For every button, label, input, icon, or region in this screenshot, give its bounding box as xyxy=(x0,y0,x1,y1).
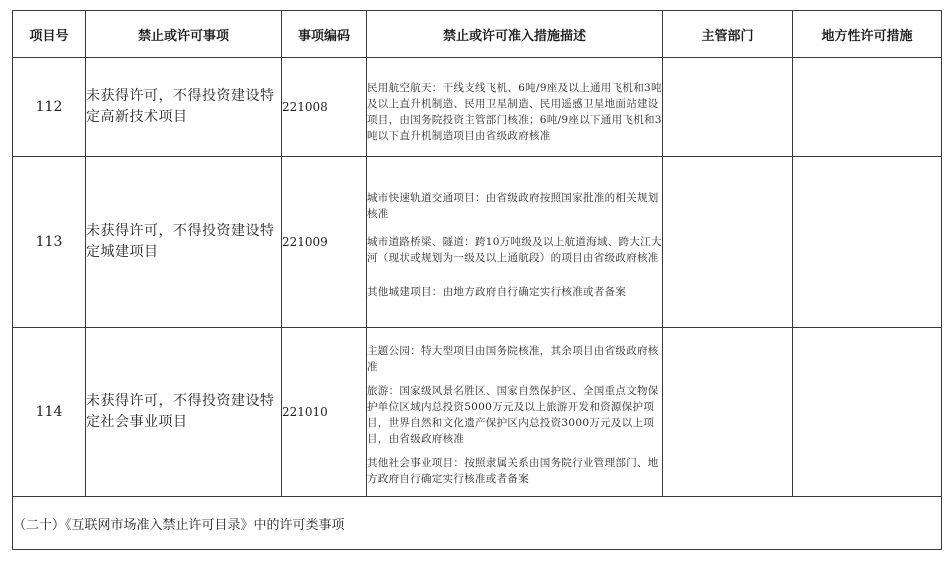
section-heading-row xyxy=(13,497,942,550)
row-code: 221009 xyxy=(282,157,367,328)
header-item-number: 项目号 xyxy=(13,11,86,58)
row-code: 221010 xyxy=(282,328,367,497)
row-description xyxy=(367,157,663,328)
table-row xyxy=(13,328,942,497)
row-item: 未获得许可，不得投资建设特定城建项目 xyxy=(86,157,282,328)
section-heading: （二十）《互联网市场准入禁止许可目录》中的许可类事项 xyxy=(13,497,942,550)
row-local-measure xyxy=(793,157,942,328)
row-number: 112 xyxy=(13,58,86,157)
description-paragraph: 城市快速轨道交通项目：由省级政府按照国家批准的相关规划核准 xyxy=(367,192,659,220)
row-department xyxy=(663,58,793,157)
description-paragraph: 城市道路桥梁、隧道：跨10万吨级及以上航道海域、跨大江大河（现状或规划为一级及以上通航段）的项目由省级政府核准 xyxy=(367,236,662,264)
row-department xyxy=(663,328,793,497)
row-local-measure xyxy=(793,328,942,497)
row-item: 未获得许可，不得投资建设特定高新技术项目 xyxy=(86,58,282,157)
document-page xyxy=(12,10,941,553)
description-paragraph: 其他社会事业项目：按照隶属关系由国务院行业管理部门、地方政府自行确定实行核准或者备案 xyxy=(367,457,659,485)
header-item-code: 事项编码 xyxy=(282,11,367,58)
row-item: 未获得许可，不得投资建设特定社会事业项目 xyxy=(86,328,282,497)
row-number: 114 xyxy=(13,328,86,497)
header-item-name: 禁止或许可事项 xyxy=(86,11,282,58)
permit-table xyxy=(12,10,942,550)
row-code: 221008 xyxy=(282,58,367,157)
header-local-measure: 地方性许可措施 xyxy=(793,11,942,58)
description-paragraph: 主题公园：特大型项目由国务院核准，其余项目由省级政府核准 xyxy=(367,345,659,373)
row-number: 113 xyxy=(13,157,86,328)
row-local-measure xyxy=(793,58,942,157)
header-department: 主管部门 xyxy=(663,11,793,58)
header-description: 禁止或许可准入措施描述 xyxy=(367,11,663,58)
row-department xyxy=(663,157,793,328)
row-description xyxy=(367,328,663,497)
description-paragraph: 旅游：国家级风景名胜区、国家自然保护区、全国重点文物保护单位区域内总投资5000万元及以上旅游开发和资源保护项目，世界自然和文化遗产保护区内总投资3000万元及以上项目，由省级政府核准 xyxy=(367,385,659,445)
table-row xyxy=(13,157,942,328)
header-row xyxy=(13,11,942,58)
description-paragraph: 其他城建项目：由地方政府自行确定实行核准或者备案 xyxy=(367,286,627,298)
table-row xyxy=(13,58,942,157)
description-paragraph: 民用航空航天：干线支线飞机、6吨/9座及以上通用飞机和3吨及以上直升机制造、民用卫星制造、民用遥感卫星地面站建设项目，由国务院投资主管部门核准；6吨/9座以下通用飞机和3吨以下直升机制造项目由省级政府核准 xyxy=(367,82,662,142)
row-description xyxy=(367,58,663,157)
